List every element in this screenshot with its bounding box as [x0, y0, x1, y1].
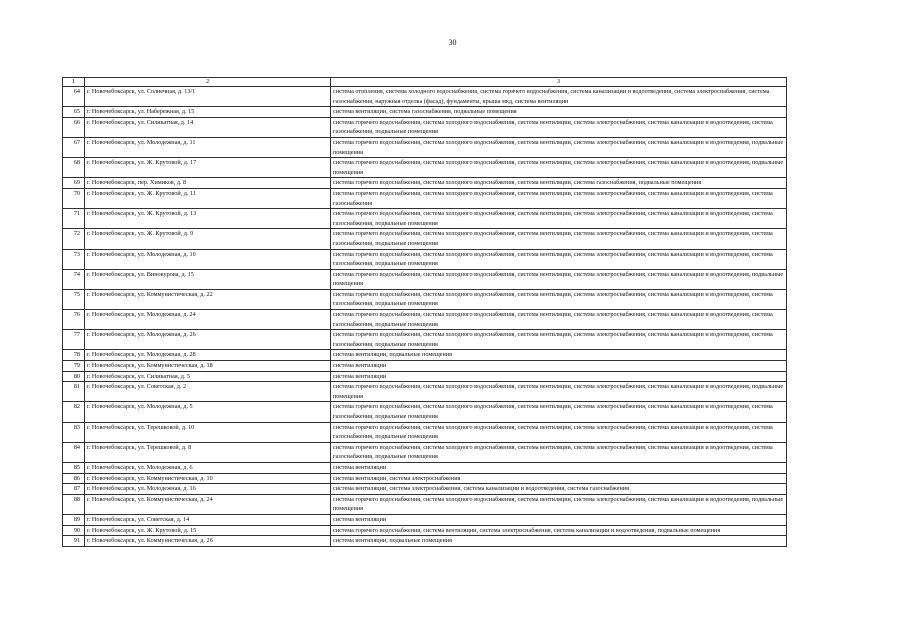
- row-number-cell: 83: [63, 422, 85, 442]
- address-cell: г. Новочебоксарск, ул. Ж. Крутовой, д. 11: [85, 188, 331, 208]
- table-row: [63, 178, 787, 189]
- systems-cell: система вентиляции: [331, 361, 787, 372]
- address-cell: г. Новочебоксарск, ул. Молодежная, д. 5: [85, 402, 331, 422]
- systems-cell: система горячего водоснабжения, система холодного водоснабжения, система вентиляции, система электроснабжения, система канализации и водоотведения, система газоснабжения, подвальные помещения: [331, 402, 787, 422]
- row-number-cell: 87: [63, 484, 85, 495]
- address-cell: г. Новочебоксарск, ул. Ж. Крутовой, д. 17: [85, 158, 331, 178]
- table-row: [63, 350, 787, 361]
- table-row: [63, 494, 787, 514]
- systems-cell: система горячего водоснабжения, система холодного водоснабжения, система вентиляции, система электроснабжения, система канализации и водоотведения, система газоснабжения, подвальные помещения: [331, 422, 787, 442]
- table-row: [63, 536, 787, 547]
- table-row: [63, 462, 787, 473]
- table-row: [63, 514, 787, 525]
- table-row: [63, 422, 787, 442]
- address-cell: г. Новочебоксарск, ул. Коммунистическая, д. 22: [85, 289, 331, 309]
- address-cell: г. Новочебоксарск, ул. Винокурова, д. 15: [85, 269, 331, 289]
- row-number-cell: 73: [63, 249, 85, 269]
- row-number-cell: 81: [63, 382, 85, 402]
- row-number-cell: 74: [63, 269, 85, 289]
- address-cell: г. Новочебоксарск, ул. Терешковой, д. 10: [85, 422, 331, 442]
- address-cell: г. Новочебоксарск, ул. Молодежная, д. 16: [85, 484, 331, 495]
- systems-cell: система горячего водоснабжения, система вентиляции, система электроснабжения, система канализации и водоотведения, подвальные помещения: [331, 525, 787, 536]
- systems-cell: система горячего водоснабжения, система холодного водоснабжения, система вентиляции, система электроснабжения, система канализации и водоотведения, подвальные помещения: [331, 269, 787, 289]
- row-number-cell: 89: [63, 514, 85, 525]
- table-row: [63, 289, 787, 309]
- systems-cell: система горячего водоснабжения, система холодного водоснабжения, система вентиляции, система электроснабжения, система канализации и водоотведения, подвальные помещения: [331, 494, 787, 514]
- table-row: [63, 525, 787, 536]
- row-number-cell: 90: [63, 525, 85, 536]
- row-number-cell: 78: [63, 350, 85, 361]
- row-number-cell: 72: [63, 229, 85, 249]
- address-cell: г. Новочебоксарск, ул. Солнечная, д. 13/1: [85, 87, 331, 107]
- systems-cell: система горячего водоснабжения, система холодного водоснабжения, система вентиляции, система электроснабжения, система канализации и водоотведения, система газоснабжения, подвальные помещения: [331, 209, 787, 229]
- row-number-cell: 76: [63, 310, 85, 330]
- row-number-cell: 66: [63, 117, 85, 137]
- row-number-cell: 75: [63, 289, 85, 309]
- row-number-cell: 88: [63, 494, 85, 514]
- systems-cell: система горячего водоснабжения, система холодного водоснабжения, система вентиляции, система электроснабжения, система канализации и водоотведения, система газоснабжения, подвальные помещения: [331, 442, 787, 462]
- address-cell: г. Новочебоксарск, ул. Молодежная, д. 11: [85, 137, 331, 157]
- systems-cell: система отопления, система холодного водоснабжения, система горячего водоснабжения, система канализации и водоотведения, система электроснабжения, система газоснабжения, наружная отделка (фасад), фундаменты, крыша мкд, система вентиляции: [331, 87, 787, 107]
- address-cell: г. Новочебоксарск, ул. Коммунистическая, д. 26: [85, 536, 331, 547]
- systems-cell: система вентиляции, подвальные помещения: [331, 350, 787, 361]
- systems-cell: система горячего водоснабжения, система холодного водоснабжения, система вентиляции, система электроснабжения, система канализации и водоотведения, система газоснабжения, подвальные помещения: [331, 330, 787, 350]
- address-cell: г. Новочебоксарск, ул. Терешковой, д. 8: [85, 442, 331, 462]
- address-cell: г. Новочебоксарск, ул. Советская, д. 14: [85, 514, 331, 525]
- table-row: [63, 382, 787, 402]
- building-systems-table: [62, 77, 787, 547]
- table-row: [63, 209, 787, 229]
- address-cell: г. Новочебоксарск, ул. Советская, д. 2: [85, 382, 331, 402]
- row-number-cell: 82: [63, 402, 85, 422]
- row-number-cell: 71: [63, 209, 85, 229]
- address-cell: г. Новочебоксарск, ул. Молодежная, д. 28: [85, 350, 331, 361]
- table-row: [63, 188, 787, 208]
- table-row: [63, 361, 787, 372]
- address-cell: г. Новочебоксарск, ул. Силикатная, д. 14: [85, 117, 331, 137]
- table-row: [63, 371, 787, 382]
- address-cell: г. Новочебоксарск, ул. Молодежная, д. 24: [85, 310, 331, 330]
- row-number-cell: 69: [63, 178, 85, 189]
- systems-cell: система вентиляции, система электроснабжения, система канализации и водоотведения, система газоснабжения: [331, 484, 787, 495]
- systems-cell: система горячего водоснабжения, система холодного водоснабжения, система вентиляции, система электроснабжения, система канализации и водоотведения, система газоснабжения: [331, 188, 787, 208]
- address-cell: г. Новочебоксарск, ул. Силикатная, д. 5: [85, 371, 331, 382]
- systems-cell: система горячего водоснабжения, система холодного водоснабжения, система вентиляции, система электроснабжения, система канализации и водоотведения, подвальные помещения: [331, 137, 787, 157]
- row-number-cell: 77: [63, 330, 85, 350]
- systems-cell: система вентиляции: [331, 371, 787, 382]
- table-row: [63, 229, 787, 249]
- column-number-row: [63, 78, 787, 87]
- table-row: [63, 330, 787, 350]
- table-row: [63, 158, 787, 178]
- page-number: 30: [448, 38, 457, 47]
- address-cell: г. Новочебоксарск, ул. Ж. Крутовой, д. 15: [85, 525, 331, 536]
- systems-cell: система горячего водоснабжения, система холодного водоснабжения, система вентиляции, система электроснабжения, система канализации и водоотведения, система газоснабжения, подвальные помещения: [331, 117, 787, 137]
- table-row: [63, 117, 787, 137]
- row-number-cell: 86: [63, 473, 85, 484]
- row-number-cell: 65: [63, 107, 85, 118]
- address-cell: г. Новочебоксарск, ул. Молодежная, д. 26: [85, 330, 331, 350]
- column-number: 2: [85, 78, 331, 87]
- systems-cell: система горячего водоснабжения, система холодного водоснабжения, система вентиляции, система электроснабжения, система канализации и водоотведения, система газоснабжения, подвальные помещения: [331, 249, 787, 269]
- systems-cell: система горячего водоснабжения, система холодного водоснабжения, система вентиляции, система электроснабжения, система канализации и водоотведения, система газоснабжения, подвальные помещения: [331, 229, 787, 249]
- column-number: 3: [331, 78, 787, 87]
- address-cell: г. Новочебоксарск, ул. Ж. Крутовой, д. 9: [85, 229, 331, 249]
- address-cell: г. Новочебоксарск, ул. Ж. Крутовой, д. 13: [85, 209, 331, 229]
- address-cell: г. Новочебоксарск, ул. Набережная, д. 15: [85, 107, 331, 118]
- table-row: [63, 484, 787, 495]
- address-cell: г. Новочебоксарск, ул. Молодежная, д. 10: [85, 249, 331, 269]
- row-number-cell: 68: [63, 158, 85, 178]
- systems-cell: система горячего водоснабжения, система холодного водоснабжения, система вентиляции, система электроснабжения, система канализации и водоотведения, подвальные помещения: [331, 158, 787, 178]
- row-number-cell: 70: [63, 188, 85, 208]
- address-cell: г. Новочебоксарск, ул. Коммунистическая, д. 18: [85, 361, 331, 372]
- address-cell: г. Новочебоксарск, ул. Молодежная, д. 6: [85, 462, 331, 473]
- address-cell: г. Новочебоксарск, пер. Химиков, д. 8: [85, 178, 331, 189]
- systems-cell: система вентиляции, подвальные помещения: [331, 536, 787, 547]
- table-row: [63, 310, 787, 330]
- table-row: [63, 473, 787, 484]
- row-number-cell: 91: [63, 536, 85, 547]
- table-row: [63, 402, 787, 422]
- column-number: 1: [63, 78, 85, 87]
- systems-cell: система горячего водоснабжения, система холодного водоснабжения, система вентиляции, система электроснабжения, система канализации и водоотведения, система газоснабжения, подвальные помещения: [331, 289, 787, 309]
- table-row: [63, 269, 787, 289]
- systems-cell: система вентиляции: [331, 462, 787, 473]
- systems-cell: система вентиляции, система газоснабжения, подвальные помещения: [331, 107, 787, 118]
- row-number-cell: 79: [63, 361, 85, 372]
- systems-cell: система горячего водоснабжения, система холодного водоснабжения, система вентиляции, система газоснабжения, подвальные помещения: [331, 178, 787, 189]
- row-number-cell: 85: [63, 462, 85, 473]
- systems-cell: система горячего водоснабжения, система холодного водоснабжения, система вентиляции, система электроснабжения, система канализации и водоотведения, система газоснабжения, подвальные помещения: [331, 310, 787, 330]
- table-row: [63, 249, 787, 269]
- table-row: [63, 442, 787, 462]
- table-row: [63, 137, 787, 157]
- row-number-cell: 67: [63, 137, 85, 157]
- row-number-cell: 84: [63, 442, 85, 462]
- systems-cell: система вентиляции: [331, 514, 787, 525]
- row-number-cell: 64: [63, 87, 85, 107]
- table-row: [63, 107, 787, 118]
- systems-cell: система горячего водоснабжения, система холодного водоснабжения, система вентиляции, система электроснабжения, система канализации и водоотведения, подвальные помещения: [331, 382, 787, 402]
- address-cell: г. Новочебоксарск, ул. Коммунистическая, д. 10: [85, 473, 331, 484]
- row-number-cell: 80: [63, 371, 85, 382]
- address-cell: г. Новочебоксарск, ул. Коммунистическая, д. 24: [85, 494, 331, 514]
- systems-cell: система вентиляции, система электроснабжения: [331, 473, 787, 484]
- table-row: [63, 87, 787, 107]
